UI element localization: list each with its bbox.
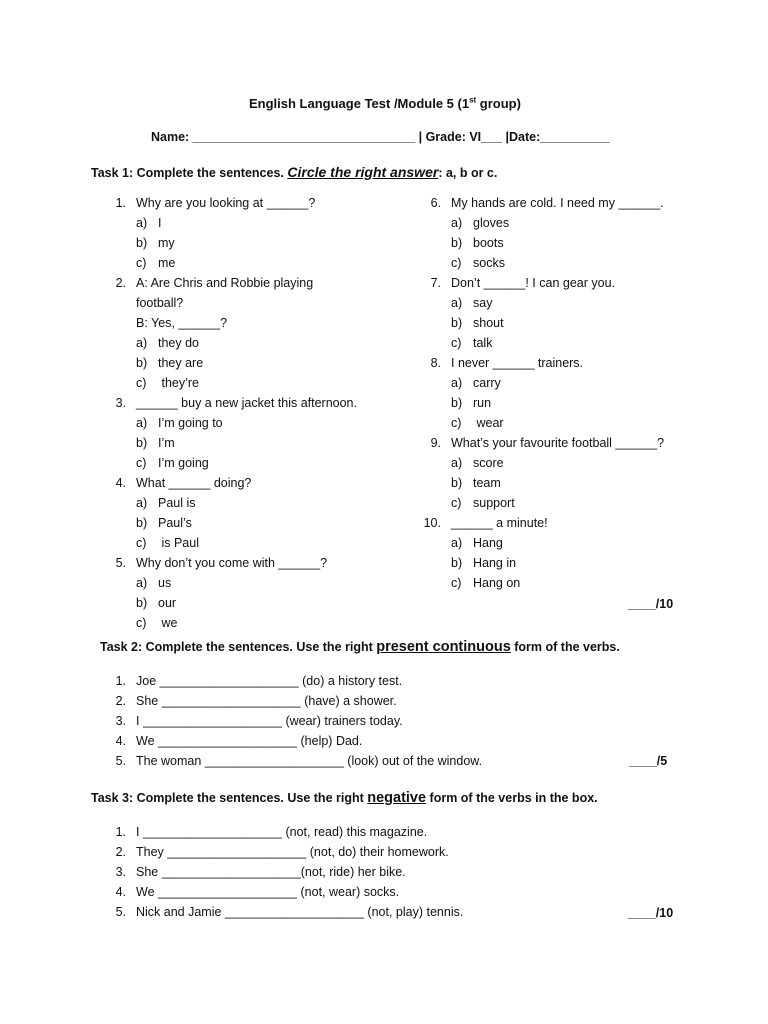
- task3-item[interactable]: 2. They ____________________ (not, do) their homework.: [115, 845, 449, 859]
- question-text: My hands are cold. I need my ______.: [451, 196, 664, 210]
- option-c[interactable]: c) is Paul: [136, 536, 199, 550]
- task3-tail: form of the verbs in the box.: [426, 791, 598, 805]
- question-text-cont: B: Yes, ______?: [136, 316, 228, 330]
- option-b[interactable]: b) run: [451, 396, 492, 410]
- option-b[interactable]: b) team: [451, 476, 501, 490]
- title-superscript: st: [469, 95, 477, 105]
- option-c[interactable]: c) talk: [451, 336, 493, 350]
- option-c[interactable]: c) me: [136, 256, 176, 270]
- option-a[interactable]: a) gloves: [451, 216, 510, 230]
- question-text: Why are you looking at ______?: [136, 196, 316, 210]
- option-b[interactable]: b) Paul’s: [136, 516, 192, 530]
- question-text: ______ a minute!: [451, 516, 548, 530]
- task1-heading: [91, 165, 497, 180]
- question-text: Why don’t you come with ______?: [136, 556, 328, 570]
- task2-item[interactable]: 2. She ____________________ (have) a shower.: [115, 694, 397, 708]
- task1-emphasis: Circle the right answer: [287, 164, 439, 180]
- option-c[interactable]: c) wear: [451, 416, 504, 430]
- option-c[interactable]: c) socks: [451, 256, 505, 270]
- task3-score[interactable]: ____/10: [628, 906, 674, 920]
- task3-item[interactable]: 4. We ____________________ (not, wear) socks.: [115, 885, 400, 899]
- task3-emphasis: negative: [367, 790, 427, 806]
- option-b[interactable]: b) boots: [451, 236, 504, 250]
- option-c[interactable]: c) I’m going: [136, 456, 209, 470]
- task3-list: [100, 826, 463, 926]
- question-number: 2.: [115, 276, 126, 290]
- option-b[interactable]: b) they are: [136, 356, 204, 370]
- task3-item[interactable]: 5. Nick and Jamie ____________________ (not, play) tennis.: [115, 905, 464, 919]
- task2-item[interactable]: 4. We ____________________ (help) Dad.: [115, 734, 363, 748]
- task2-item[interactable]: 5. The woman ____________________ (look) out of the window.: [115, 754, 483, 768]
- task1-tail: : a, b or c.: [438, 166, 498, 180]
- option-a[interactable]: a) Hang: [451, 536, 503, 550]
- question-number: 7.: [430, 276, 441, 290]
- task2-tail: form of the verbs.: [510, 640, 620, 654]
- task3-item[interactable]: 1. I ____________________ (not, read) this magazine.: [115, 825, 428, 839]
- option-b[interactable]: b) our: [136, 596, 177, 610]
- question-text: ______ buy a new jacket this afternoon.: [136, 396, 357, 410]
- option-a[interactable]: a) us: [136, 576, 172, 590]
- question-text: I never ______ trainers.: [451, 356, 584, 370]
- question-number: 1.: [115, 196, 126, 210]
- task3-heading: [91, 791, 598, 806]
- title-text: English Language Test /Module 5 (1: [249, 96, 470, 111]
- option-b[interactable]: b) I’m: [136, 436, 175, 450]
- question-number: 4.: [115, 476, 126, 490]
- question-number: 8.: [430, 356, 441, 370]
- option-c[interactable]: c) Hang on: [451, 576, 521, 590]
- option-a[interactable]: a) say: [451, 296, 493, 310]
- task3-lead: Task 3: Complete the sentences. Use the right: [91, 791, 368, 805]
- option-c[interactable]: c) we: [136, 616, 178, 630]
- option-a[interactable]: a) I: [136, 216, 162, 230]
- question-number: 10.: [423, 516, 441, 530]
- task1-score[interactable]: ____/10: [628, 597, 674, 611]
- option-b[interactable]: b) Hang in: [451, 556, 517, 570]
- task1-right-column: [415, 197, 664, 597]
- question-number: 6.: [430, 196, 441, 210]
- question-text: Don’t ______! I can gear you.: [451, 276, 616, 290]
- name-grade-date-line[interactable]: Name: ________________________________ | Grade: VI___ |Date:__________: [151, 130, 610, 144]
- option-a[interactable]: a) they do: [136, 336, 200, 350]
- option-b[interactable]: b) shout: [451, 316, 504, 330]
- task2-list: [100, 675, 482, 775]
- task3-item[interactable]: 3. She ____________________(not, ride) her bike.: [115, 865, 406, 879]
- title-end: group): [476, 96, 521, 111]
- question-number: 3.: [115, 396, 126, 410]
- task2-score[interactable]: ____/5: [629, 754, 668, 768]
- page-title: [249, 96, 521, 111]
- task2-emphasis: present continuous: [376, 639, 511, 655]
- option-a[interactable]: a) Paul is: [136, 496, 196, 510]
- task2-item[interactable]: 3. I ____________________ (wear) trainers today.: [115, 714, 403, 728]
- task1-lead: Task 1: Complete the sentences.: [91, 166, 288, 180]
- option-a[interactable]: a) I’m going to: [136, 416, 223, 430]
- option-b[interactable]: b) my: [136, 236, 175, 250]
- option-a[interactable]: a) score: [451, 456, 504, 470]
- question-text-cont: football?: [136, 296, 184, 310]
- task2-item[interactable]: 1. Joe ____________________ (do) a history test.: [115, 674, 403, 688]
- task1-left-column: [100, 197, 357, 637]
- question-text: A: Are Chris and Robbie playing: [136, 276, 314, 290]
- task2-heading: [100, 640, 620, 655]
- question-number: 5.: [115, 556, 126, 570]
- option-c[interactable]: c) support: [451, 496, 515, 510]
- question-number: 9.: [430, 436, 441, 450]
- option-c[interactable]: c) they’re: [136, 376, 199, 390]
- task2-lead: Task 2: Complete the sentences. Use the right: [100, 640, 377, 654]
- question-text: What’s your favourite football ______?: [451, 436, 665, 450]
- option-a[interactable]: a) carry: [451, 376, 501, 390]
- question-text: What ______ doing?: [136, 476, 252, 490]
